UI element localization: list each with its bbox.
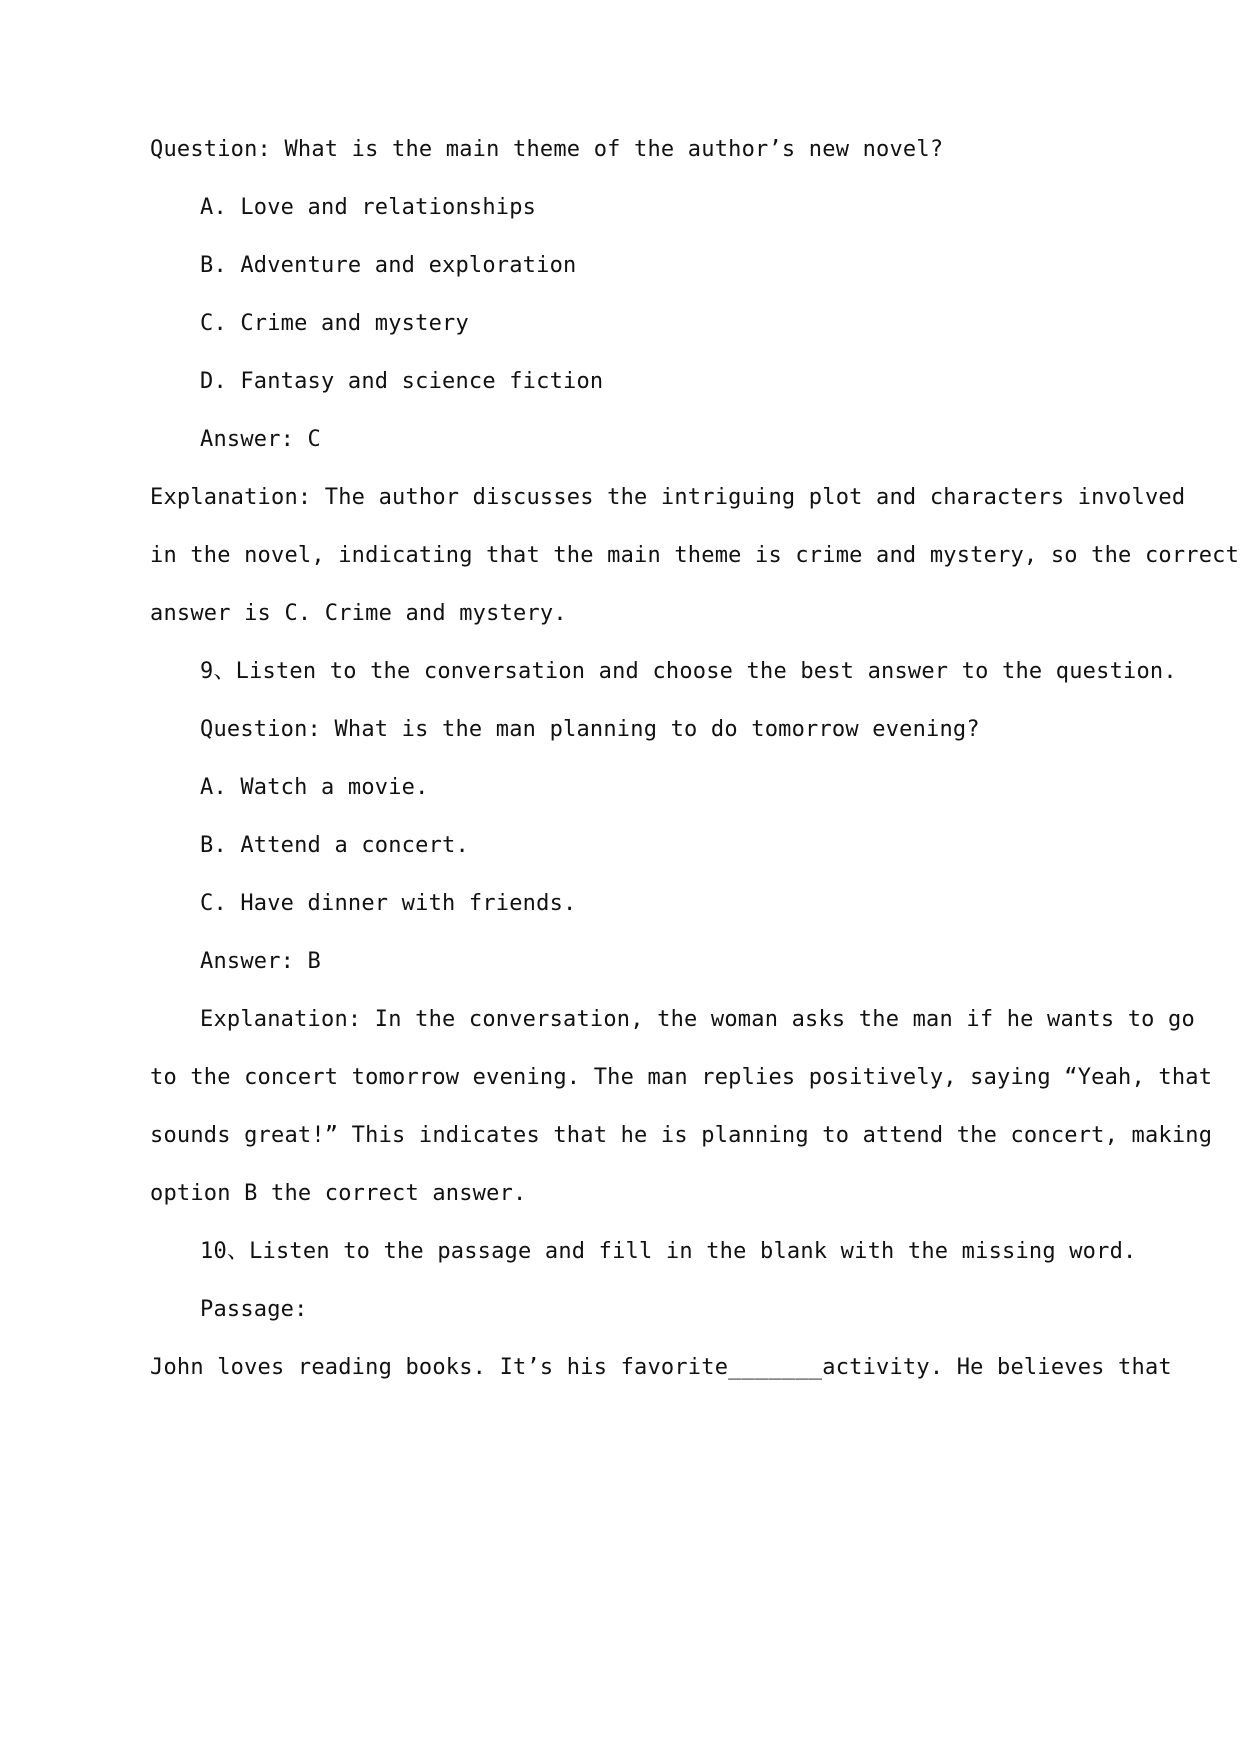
- q8-option-a: A. Love and relationships: [200, 195, 537, 220]
- q9-question: Question: What is the man planning to do tomorrow evening?: [200, 717, 980, 742]
- q9-explanation-line-2: to the concert tomorrow evening. The man replies positively, saying “Yeah, that: [150, 1065, 1213, 1090]
- q10-passage-line-1: John loves reading books. It’s his favorite_______activity. He believes that: [150, 1355, 1172, 1380]
- q9-heading: 9、Listen to the conversation and choose the best answer to the question.: [200, 659, 1177, 684]
- q9-option-c: C. Have dinner with friends.: [200, 891, 577, 916]
- q9-answer: Answer: B: [200, 949, 322, 974]
- q8-option-d: D. Fantasy and science fiction: [200, 369, 604, 394]
- q8-option-b: B. Adventure and exploration: [200, 253, 577, 278]
- q8-explanation-line-2: in the novel, indicating that the main theme is crime and mystery, so the correct: [150, 543, 1240, 568]
- q8-explanation-line-1: Explanation: The author discusses the intriguing plot and characters involved: [150, 485, 1186, 510]
- q8-explanation-line-3: answer is C. Crime and mystery.: [150, 601, 567, 626]
- q8-answer: Answer: C: [200, 427, 322, 452]
- q8-question: Question: What is the main theme of the author’s new novel?: [150, 137, 944, 162]
- q10-passage-label: Passage:: [200, 1297, 308, 1322]
- q9-option-a: A. Watch a movie.: [200, 775, 429, 800]
- q8-option-c: C. Crime and mystery: [200, 311, 469, 336]
- q9-explanation-line-1: Explanation: In the conversation, the woman asks the man if he wants to go: [200, 1007, 1195, 1032]
- q10-heading: 10、Listen to the passage and fill in the blank with the missing word.: [200, 1239, 1137, 1264]
- q9-option-b: B. Attend a concert.: [200, 833, 469, 858]
- q9-explanation-line-3: sounds great!” This indicates that he is planning to attend the concert, making: [150, 1123, 1213, 1148]
- q9-explanation-line-4: option B the correct answer.: [150, 1181, 527, 1206]
